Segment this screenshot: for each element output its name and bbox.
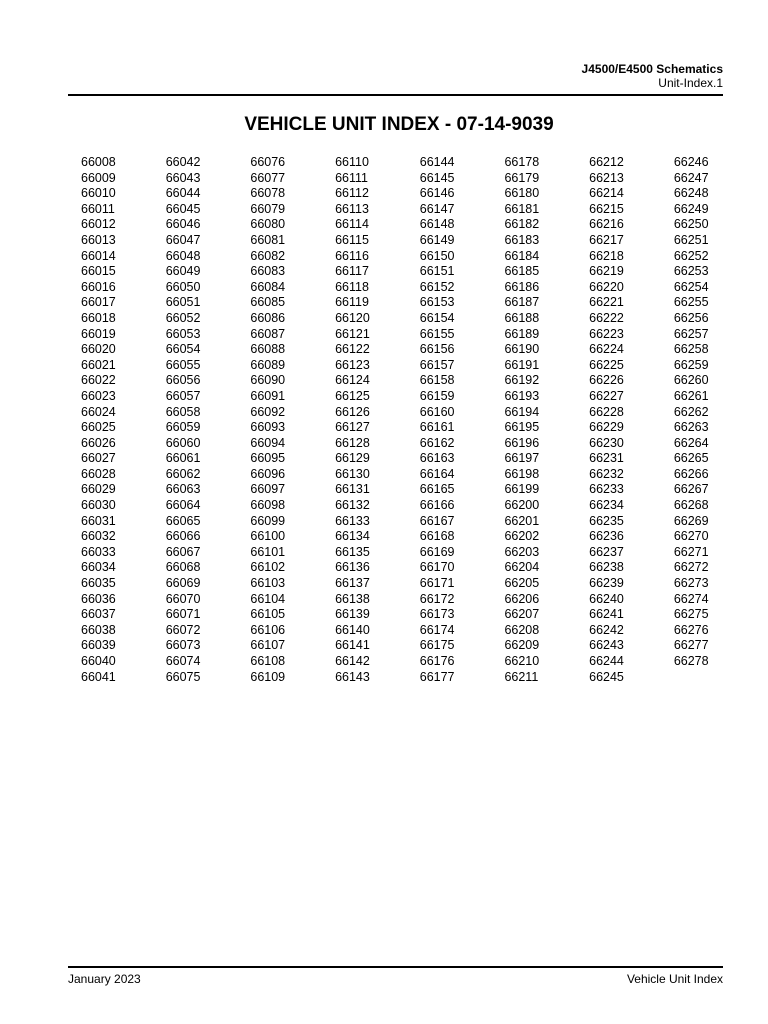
unit-number: 66075 (165, 669, 201, 684)
unit-number: 66015 (81, 264, 116, 279)
unit-number: 66099 (250, 513, 286, 528)
unit-number: 66161 (419, 420, 455, 435)
unit-number: 66259 (673, 357, 709, 372)
unit-number: 66116 (335, 248, 369, 263)
unit-column (81, 155, 166, 685)
unit-number: 66255 (673, 295, 709, 310)
unit-number: 66225 (589, 357, 624, 372)
unit-number: 66092 (250, 404, 286, 419)
unit-number: 66106 (250, 622, 286, 637)
unit-number: 66227 (589, 388, 624, 403)
unit-number: 66250 (673, 217, 709, 232)
unit-number: 66009 (81, 170, 116, 185)
unit-number: 66094 (250, 435, 286, 450)
unit-number: 66136 (335, 560, 370, 575)
unit-number: 66019 (81, 326, 116, 341)
unit-number: 66200 (504, 498, 540, 513)
unit-number: 66268 (673, 498, 709, 513)
unit-number: 66185 (504, 264, 540, 279)
unit-number: 66076 (250, 155, 286, 169)
unit-column (589, 155, 674, 685)
unit-number: 66051 (165, 295, 201, 310)
unit-number: 66011 (81, 201, 115, 216)
unit-number: 66241 (589, 607, 624, 622)
unit-number: 66197 (504, 451, 540, 466)
unit-number: 66166 (419, 498, 455, 513)
unit-number: 66229 (589, 420, 624, 435)
unit-number: 66224 (589, 342, 624, 357)
unit-number: 66121 (335, 326, 370, 341)
unit-number: 66112 (335, 186, 369, 201)
footer-section-title: Vehicle Unit Index (626, 972, 723, 986)
unit-number: 66138 (335, 591, 370, 606)
unit-number: 66020 (81, 342, 116, 357)
unit-number: 66179 (504, 170, 540, 185)
unit-number: 66010 (81, 186, 116, 201)
unit-number: 66095 (250, 451, 286, 466)
unit-number: 66201 (504, 513, 540, 528)
unit-number: 66173 (419, 607, 455, 622)
unit-number: 66172 (419, 591, 455, 606)
unit-number: 66232 (589, 466, 624, 481)
unit-number: 66039 (81, 638, 116, 653)
unit-number: 66043 (165, 170, 201, 185)
unit-number: 66093 (250, 420, 286, 435)
unit-number: 66263 (673, 420, 709, 435)
unit-number: 66123 (335, 357, 370, 372)
unit-number: 66266 (673, 466, 709, 481)
unit-number: 66169 (419, 544, 455, 559)
unit-number: 66175 (419, 638, 455, 653)
unit-number: 66117 (335, 264, 369, 279)
unit-number: 66191 (504, 357, 540, 372)
unit-number: 66130 (335, 466, 370, 481)
unit-number: 66212 (589, 155, 624, 169)
unit-number: 66214 (589, 186, 624, 201)
unit-number: 66242 (589, 622, 624, 637)
unit-number: 66204 (504, 560, 540, 575)
unit-number: 66260 (673, 373, 709, 388)
unit-number: 66265 (673, 451, 709, 466)
unit-number: 66238 (589, 560, 624, 575)
unit-number: 66105 (250, 607, 286, 622)
unit-number: 66071 (165, 607, 201, 622)
unit-number: 66129 (335, 451, 370, 466)
unit-number: 66186 (504, 279, 540, 294)
unit-number: 66182 (504, 217, 540, 232)
unit-number: 66220 (589, 279, 624, 294)
unit-number: 66016 (81, 279, 116, 294)
unit-number: 66025 (81, 420, 116, 435)
unit-number: 66139 (335, 607, 370, 622)
unit-number: 66077 (250, 170, 286, 185)
unit-number: 66168 (419, 529, 455, 544)
unit-number: 66064 (165, 498, 201, 513)
unit-number: 66153 (419, 295, 455, 310)
unit-number: 66276 (673, 622, 709, 637)
unit-number: 66141 (335, 638, 370, 653)
unit-number: 66033 (81, 544, 116, 559)
header-title: J4500/E4500 Schematics (581, 62, 723, 76)
unit-number: 66142 (335, 654, 370, 668)
unit-number: 66273 (673, 576, 709, 591)
unit-number: 66144 (419, 155, 455, 169)
unit-number: 66098 (250, 498, 286, 513)
unit-number: 66027 (81, 451, 116, 466)
unit-number: 66189 (504, 326, 540, 341)
unit-number: 66194 (504, 404, 540, 419)
unit-number: 66042 (165, 155, 201, 169)
unit-number: 66261 (673, 388, 709, 403)
unit-number: 66134 (335, 529, 370, 544)
header-divider (68, 94, 723, 96)
unit-number: 66102 (250, 560, 286, 575)
unit-column (250, 155, 335, 685)
unit-column (674, 155, 759, 685)
unit-number: 66014 (81, 248, 116, 263)
unit-number: 66034 (81, 560, 116, 575)
unit-number: 66247 (673, 170, 709, 185)
unit-number: 66110 (335, 155, 369, 169)
unit-number: 66079 (250, 201, 286, 216)
unit-number: 66272 (673, 560, 709, 575)
unit-number: 66045 (165, 201, 201, 216)
unit-number: 66132 (335, 498, 370, 513)
unit-number: 66187 (504, 295, 540, 310)
unit-number: 66180 (504, 186, 540, 201)
unit-number: 66062 (165, 466, 201, 481)
unit-number: 66115 (335, 232, 369, 247)
unit-number: 66208 (504, 622, 540, 637)
unit-number: 66230 (589, 435, 624, 450)
unit-number: 66196 (504, 435, 540, 450)
unit-number: 66253 (673, 264, 709, 279)
unit-number: 66190 (504, 342, 540, 357)
unit-number: 66183 (504, 232, 540, 247)
unit-number: 66222 (589, 310, 624, 325)
unit-number: 66211 (504, 669, 539, 684)
unit-column (420, 155, 505, 685)
unit-number: 66063 (165, 482, 201, 497)
unit-number: 66151 (419, 264, 455, 279)
unit-number: 66013 (81, 232, 116, 247)
unit-number: 66091 (250, 388, 286, 403)
unit-number: 66047 (165, 232, 201, 247)
unit-number: 66080 (250, 217, 286, 232)
unit-number: 66246 (673, 155, 709, 169)
unit-number: 66140 (335, 622, 370, 637)
unit-number: 66127 (335, 420, 370, 435)
unit-number: 66066 (165, 529, 201, 544)
unit-number: 66223 (589, 326, 624, 341)
unit-number: 66104 (250, 591, 286, 606)
unit-number: 66111 (335, 170, 368, 185)
unit-number: 66277 (673, 638, 709, 653)
unit-number: 66258 (673, 342, 709, 357)
unit-number: 66070 (165, 591, 201, 606)
unit-number: 66249 (673, 201, 709, 216)
unit-number: 66032 (81, 529, 116, 544)
unit-number: 66244 (589, 654, 624, 668)
unit-number: 66252 (673, 248, 709, 263)
unit-number: 66018 (81, 310, 116, 325)
unit-number: 66256 (673, 310, 709, 325)
unit-number: 66237 (589, 544, 624, 559)
unit-number: 66107 (250, 638, 286, 653)
unit-number: 66090 (250, 373, 286, 388)
unit-number: 66087 (250, 326, 286, 341)
unit-number: 66088 (250, 342, 286, 357)
unit-number: 66199 (504, 482, 540, 497)
unit-number: 66028 (81, 466, 116, 481)
unit-number: 66073 (165, 638, 201, 653)
unit-number: 66133 (335, 513, 370, 528)
unit-column (504, 155, 589, 685)
unit-number: 66177 (419, 669, 455, 684)
unit-number: 66057 (165, 388, 201, 403)
unit-number: 66131 (335, 482, 370, 497)
unit-number: 66114 (335, 217, 369, 232)
unit-number: 66147 (419, 201, 455, 216)
unit-number: 66207 (504, 607, 540, 622)
unit-number: 66097 (250, 482, 286, 497)
unit-number: 66128 (335, 435, 370, 450)
unit-number: 66082 (250, 248, 286, 263)
unit-number: 66083 (250, 264, 286, 279)
unit-number: 66164 (419, 466, 455, 481)
unit-number: 66257 (673, 326, 709, 341)
unit-number: 66170 (419, 560, 455, 575)
unit-number: 66126 (335, 404, 370, 419)
unit-number: 66195 (504, 420, 540, 435)
unit-number: 66096 (250, 466, 286, 481)
unit-number: 66044 (165, 186, 201, 201)
unit-number: 66050 (165, 279, 201, 294)
unit-number: 66156 (419, 342, 455, 357)
unit-number: 66145 (419, 170, 455, 185)
unit-number: 66023 (81, 388, 116, 403)
unit-number: 66221 (589, 295, 624, 310)
unit-number: 66024 (81, 404, 116, 419)
unit-number: 66038 (81, 622, 116, 637)
unit-number: 66026 (81, 435, 116, 450)
unit-number: 66193 (504, 388, 540, 403)
unit-number: 66269 (673, 513, 709, 528)
footer-date: January 2023 (68, 972, 141, 986)
unit-number: 66074 (165, 654, 201, 668)
unit-number: 66215 (589, 201, 624, 216)
unit-number: 66086 (250, 310, 286, 325)
unit-number: 66046 (165, 217, 201, 232)
unit-number: 66192 (504, 373, 540, 388)
unit-number: 66176 (419, 654, 455, 668)
unit-number: 66030 (81, 498, 116, 513)
unit-number: 66146 (419, 186, 455, 201)
unit-number: 66017 (81, 295, 116, 310)
unit-number: 66213 (589, 170, 624, 185)
unit-number: 66122 (335, 342, 370, 357)
unit-number: 66206 (504, 591, 540, 606)
unit-number: 66054 (165, 342, 201, 357)
unit-number: 66048 (165, 248, 201, 263)
unit-number: 66231 (589, 451, 624, 466)
unit-number: 66159 (419, 388, 455, 403)
footer-divider (68, 966, 723, 968)
unit-column (166, 155, 251, 685)
page-header (68, 62, 723, 90)
unit-number: 66181 (504, 201, 540, 216)
unit-number: 66152 (419, 279, 455, 294)
unit-number: 66248 (673, 186, 709, 201)
unit-number: 66158 (419, 373, 455, 388)
unit-number: 66061 (165, 451, 201, 466)
unit-number: 66085 (250, 295, 286, 310)
unit-number: 66037 (81, 607, 116, 622)
unit-number: 66118 (335, 279, 369, 294)
unit-number: 66174 (419, 622, 455, 637)
unit-number: 66022 (81, 373, 116, 388)
unit-number: 66119 (335, 295, 369, 310)
unit-number: 66108 (250, 654, 286, 668)
unit-number: 66157 (419, 357, 455, 372)
unit-number: 66262 (673, 404, 709, 419)
unit-number: 66149 (419, 232, 455, 247)
unit-number: 66143 (335, 669, 370, 684)
unit-number: 66271 (673, 544, 709, 559)
unit-number: 66270 (673, 529, 709, 544)
unit-number: 66160 (419, 404, 455, 419)
unit-number: 66101 (250, 544, 286, 559)
unit-number: 66120 (335, 310, 370, 325)
unit-number: 66059 (165, 420, 201, 435)
unit-number: 66254 (673, 279, 709, 294)
unit-number: 66235 (589, 513, 624, 528)
unit-number: 66012 (81, 217, 116, 232)
unit-number: 66103 (250, 576, 286, 591)
unit-number: 66239 (589, 576, 624, 591)
unit-number: 66184 (504, 248, 540, 263)
unit-number: 66203 (504, 544, 540, 559)
unit-number: 66274 (673, 591, 709, 606)
unit-number: 66278 (673, 654, 709, 668)
unit-number: 66188 (504, 310, 540, 325)
unit-number: 66236 (589, 529, 624, 544)
unit-number: 66171 (419, 576, 455, 591)
unit-number: 66219 (589, 264, 624, 279)
unit-number: 66202 (504, 529, 540, 544)
unit-number: 66125 (335, 388, 370, 403)
unit-number: 66072 (165, 622, 201, 637)
unit-number: 66234 (589, 498, 624, 513)
unit-number: 66040 (81, 654, 116, 668)
unit-number: 66264 (673, 435, 709, 450)
unit-number: 66060 (165, 435, 201, 450)
unit-column (335, 155, 420, 685)
unit-number: 66154 (419, 310, 455, 325)
unit-number: 66137 (335, 576, 370, 591)
unit-number: 66124 (335, 373, 370, 388)
unit-number: 66216 (589, 217, 624, 232)
unit-number: 66067 (165, 544, 201, 559)
unit-number: 66031 (81, 513, 116, 528)
unit-number: 66267 (673, 482, 709, 497)
unit-number: 66251 (673, 232, 709, 247)
unit-number: 66052 (165, 310, 201, 325)
unit-number: 66275 (673, 607, 709, 622)
unit-number: 66068 (165, 560, 201, 575)
unit-number: 66109 (250, 669, 286, 684)
unit-number: 66053 (165, 326, 201, 341)
unit-number: 66036 (81, 591, 116, 606)
unit-number: 66135 (335, 544, 370, 559)
unit-index-grid (81, 155, 759, 685)
unit-number: 66078 (250, 186, 286, 201)
unit-number: 66218 (589, 248, 624, 263)
unit-number: 66243 (589, 638, 624, 653)
page-title: VEHICLE UNIT INDEX - 07-14-9039 (244, 114, 554, 135)
unit-number: 66163 (419, 451, 455, 466)
unit-number: 66198 (504, 466, 540, 481)
unit-number: 66165 (419, 482, 455, 497)
unit-number: 66240 (589, 591, 624, 606)
unit-number: 66162 (419, 435, 455, 450)
unit-number: 66209 (504, 638, 540, 653)
unit-number: 66148 (419, 217, 455, 232)
unit-number: 66228 (589, 404, 624, 419)
unit-number: 66069 (165, 576, 201, 591)
unit-number: 66150 (419, 248, 455, 263)
unit-number: 66056 (165, 373, 201, 388)
unit-number: 66029 (81, 482, 116, 497)
unit-number: 66205 (504, 576, 540, 591)
unit-number: 66021 (81, 357, 116, 372)
unit-number: 66065 (165, 513, 201, 528)
unit-number: 66100 (250, 529, 286, 544)
unit-number: 66167 (419, 513, 455, 528)
unit-number: 66055 (165, 357, 201, 372)
unit-number: 66210 (504, 654, 540, 668)
unit-number: 66008 (81, 155, 116, 169)
unit-number: 66058 (165, 404, 201, 419)
unit-number: 66217 (589, 232, 624, 247)
unit-number: 66233 (589, 482, 624, 497)
unit-number: 66081 (250, 232, 286, 247)
unit-number: 66226 (589, 373, 624, 388)
header-page-number: Unit-Index.1 (658, 76, 723, 90)
unit-number: 66178 (504, 155, 540, 169)
unit-number: 66245 (589, 669, 624, 684)
unit-number: 66113 (335, 201, 369, 216)
unit-number: 66155 (419, 326, 455, 341)
unit-number: 66084 (250, 279, 286, 294)
unit-number: 66035 (81, 576, 116, 591)
unit-number: 66049 (165, 264, 201, 279)
unit-number: 66089 (250, 357, 286, 372)
unit-number: 66041 (81, 669, 116, 684)
